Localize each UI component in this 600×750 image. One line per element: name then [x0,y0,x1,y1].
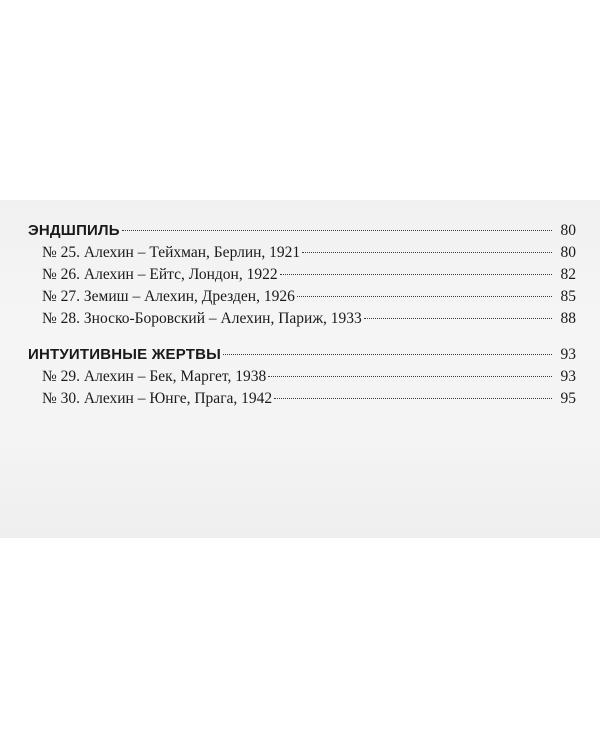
toc-page-number: 93 [560,346,576,363]
toc-page-number: 80 [560,222,576,239]
toc-entry [28,286,576,308]
toc-entry-title: № 30. Алехин – Юнге, Прага, 1942 [42,390,273,407]
toc-entry-title: № 27. Земиш – Алехин, Дрезден, 1926 [42,288,295,305]
dot-leader [223,354,552,355]
toc-page-number: 93 [560,368,576,385]
toc-entry [28,308,576,330]
toc-entry-title: № 25. Алехин – Тейхман, Берлин, 1921 [42,244,301,261]
toc-entry [28,264,576,286]
toc-heading [28,344,576,366]
toc-heading [28,220,576,242]
toc-heading-title: ИНТУИТИВНЫЕ ЖЕРТВЫ [28,346,222,363]
dot-leader [280,274,552,275]
toc-section-endgame [28,220,576,330]
toc-page-number: 88 [560,310,576,327]
toc-page-number: 82 [560,266,576,283]
toc-entry [28,366,576,388]
toc-entry-title: № 29. Алехин – Бек, Маргет, 1938 [42,368,267,385]
toc-entry [28,242,576,264]
dot-leader [364,318,552,319]
dot-leader [274,398,552,399]
toc-entry-title: № 26. Алехин – Ейтс, Лондон, 1922 [42,266,278,283]
toc-page-number: 95 [560,390,576,407]
dot-leader [268,376,552,377]
toc-page-number: 85 [560,288,576,305]
toc-entry [28,388,576,410]
dot-leader [302,252,552,253]
table-of-contents [28,220,576,424]
dot-leader [122,230,552,231]
toc-entry-title: № 28. Зноско-Боровский – Алехин, Париж, 1933 [42,310,362,327]
toc-section-intuitive-sacrifices [28,344,576,410]
toc-heading-title: ЭНДШПИЛЬ [28,222,120,239]
toc-page-number: 80 [560,244,576,261]
dot-leader [297,296,552,297]
